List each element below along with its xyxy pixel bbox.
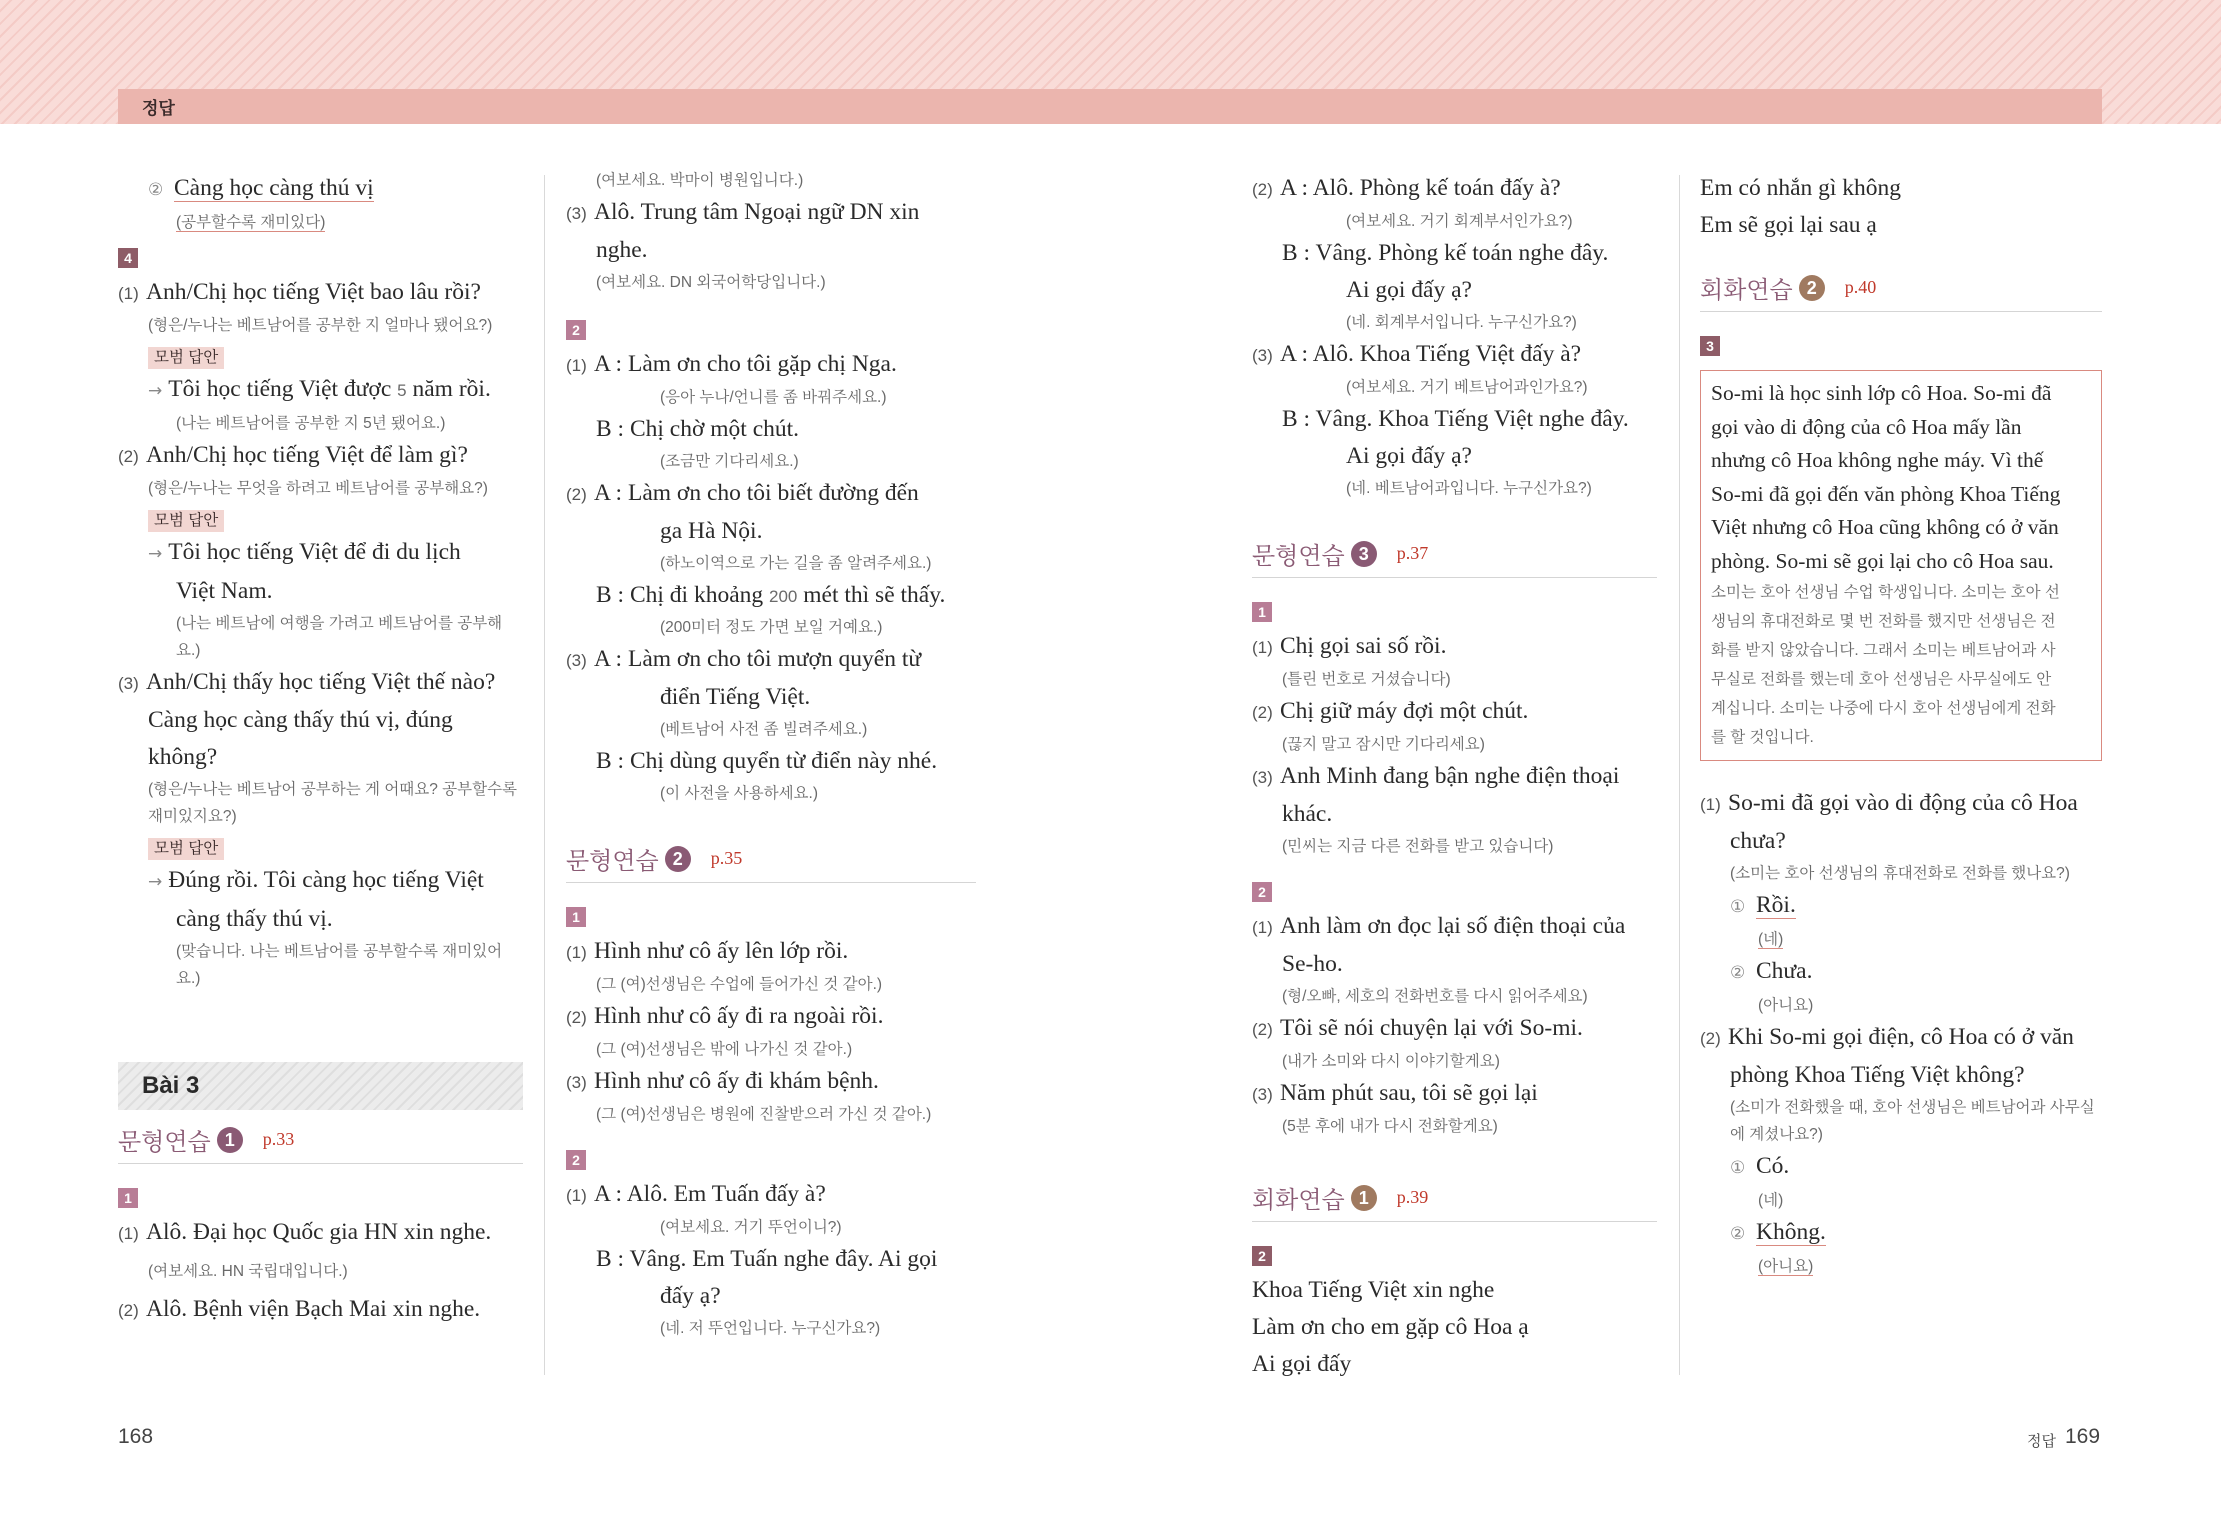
column-divider <box>544 175 545 1375</box>
answer-line: (3) Alô. Trung tâm Ngoại ngữ DN xin <box>566 199 920 225</box>
column-4 <box>1700 170 2102 1280</box>
section-heading: 회화연습 2 p.40 <box>1700 270 2102 312</box>
question-line: (2) Khi So-mi gọi điện, cô Hoa có ở văn <box>1700 1024 2074 1050</box>
korean-gloss: (형은/누나는 베트남어를 공부한 지 얼마나 됐어요?) <box>148 317 493 334</box>
transcript-korean: 계십니다. 소미는 나중에 다시 호아 선생님에게 전화 <box>1711 700 2056 717</box>
answer-line: Khoa Tiếng Việt xin nghe <box>1252 1277 1495 1303</box>
korean-gloss: (5분 후에 내가 다시 전화할게요) <box>1282 1118 1498 1135</box>
answer-line: (1) Alô. Đại học Quốc gia HN xin nghe. <box>118 1219 492 1245</box>
section-heading: 문형연습 2 p.35 <box>566 841 976 883</box>
exercise-number-badge: 2 <box>566 320 586 340</box>
dialogue-line: B : Chị dùng quyển từ điển này nhé. <box>596 748 938 774</box>
korean-gloss: (여보세요. 거기 베트남어과인가요?) <box>1346 379 1588 396</box>
model-answer-tag: 모범 답안 <box>148 838 224 860</box>
transcript-korean: 화를 받지 않았습니다. 그래서 소미는 베트남어과 사 <box>1711 642 2056 659</box>
header-bar <box>118 89 2102 124</box>
arrow-icon: → <box>148 544 163 564</box>
korean-gloss: (그 (여)선생님은 수업에 들어가신 것 같아.) <box>596 976 883 993</box>
dialogue-line: Ai gọi đấy ạ? <box>1346 277 1472 303</box>
answer-line: Em có nhắn gì không <box>1700 175 1902 201</box>
exercise-number-badge: 2 <box>1252 1246 1272 1266</box>
model-answer-tag: 모범 답안 <box>148 347 224 369</box>
column-3 <box>1252 170 1657 1383</box>
answer-line: (1) Chị gọi sai số rồi. <box>1252 633 1447 659</box>
transcript-line: Việt nhưng cô Hoa cũng không có ở văn <box>1711 515 2059 539</box>
dialogue-line: B : Vâng. Phòng kế toán nghe đây. <box>1282 240 1609 266</box>
korean-gloss: (민씨는 지금 다른 전화를 받고 있습니다) <box>1282 838 1554 855</box>
korean-gloss: (아니요) <box>1758 1258 1814 1275</box>
footer-label: 정답 <box>2027 1433 2056 1450</box>
korean-gloss: (네. 저 뚜언입니다. 누구신가요?) <box>660 1320 881 1337</box>
korean-gloss: (네) <box>1758 1192 1784 1209</box>
answer-line: càng thấy thú vị. <box>176 906 333 932</box>
korean-gloss: (여보세요. 박마이 병원입니다.) <box>596 172 804 189</box>
answer-line: → Tôi học tiếng Việt được 5 năm rồi. <box>148 376 491 402</box>
answer-line: (2) Tôi sẽ nói chuyện lại với So-mi. <box>1252 1015 1583 1041</box>
answer-line: Làm ơn cho em gặp cô Hoa ạ <box>1252 1314 1529 1340</box>
transcript-line: So-mi là học sinh lớp cô Hoa. So-mi đã <box>1711 381 2052 405</box>
korean-gloss: (형은/누나는 무엇을 하려고 베트남어를 공부해요?) <box>148 480 488 497</box>
question-line: Càng học càng thấy thú vị, đúng <box>148 707 453 733</box>
transcript-korean: 생님의 휴대전화로 몇 번 전화를 했지만 선생님은 전 <box>1711 613 2056 630</box>
question-line: không? <box>148 744 218 770</box>
question-line: chưa? <box>1730 828 1786 854</box>
answer-line: → Tôi học tiếng Việt để đi du lịch <box>148 539 461 565</box>
answer-line: (1) Hình như cô ấy lên lớp rồi. <box>566 938 849 964</box>
dialogue-line: B : Vâng. Khoa Tiếng Việt nghe đây. <box>1282 406 1629 432</box>
answer-line: (3) Hình như cô ấy đi khám bệnh. <box>566 1068 879 1094</box>
exercise-number-badge: 3 <box>1700 336 1720 356</box>
answer-line: (1) Anh làm ơn đọc lại số điện thoại của <box>1252 913 1626 939</box>
exercise-number-badge: 1 <box>118 1188 138 1208</box>
answer-line: Việt Nam. <box>176 578 273 604</box>
transcript-line: So-mi đã gọi đến văn phòng Khoa Tiếng <box>1711 481 2061 506</box>
korean-gloss: (나는 베트남어를 공부한 지 5년 됐어요.) <box>176 415 446 432</box>
korean-gloss: (조금만 기다리세요.) <box>660 453 799 470</box>
korean-gloss: (그 (여)선생님은 밖에 나가신 것 같아.) <box>596 1041 853 1058</box>
dialogue-line: ga Hà Nội. <box>660 518 763 544</box>
korean-gloss: (이 사전을 사용하세요.) <box>660 785 819 802</box>
exercise-number-badge: 1 <box>566 907 586 927</box>
model-answer-tag: 모범 답안 <box>148 510 224 532</box>
dialogue-line: (1) A : Alô. Em Tuấn đấy à? <box>566 1181 826 1207</box>
answer-line: ② Càng học càng thú vị <box>148 175 374 201</box>
answer-line: khác. <box>1282 801 1333 827</box>
column-divider <box>1679 175 1680 1375</box>
korean-gloss: (끊지 말고 잠시만 기다리세요) <box>1282 736 1485 753</box>
answer-line: Em sẽ gọi lại sau ạ <box>1700 212 1877 238</box>
dialogue-line: (2) A : Alô. Phòng kế toán đấy à? <box>1252 175 1561 201</box>
answer-line: (3) Anh Minh đang bận nghe điện thoại <box>1252 763 1620 789</box>
answer-line: → Đúng rồi. Tôi càng học tiếng Việt <box>148 867 484 893</box>
transcript-box <box>1700 370 2102 761</box>
transcript-line: gọi vào di động của cô Hoa mấy lần <box>1711 414 2022 439</box>
korean-gloss: (응아 누나/언니를 좀 바꿔주세요.) <box>660 389 887 406</box>
korean-gloss: (여보세요. HN 국립대입니다.) <box>148 1263 348 1280</box>
page-number-left: 168 <box>118 1425 154 1448</box>
korean-gloss: (네) <box>1758 931 1784 948</box>
arrow-icon: → <box>148 381 163 401</box>
korean-gloss: (200미터 정도 가면 보일 거예요.) <box>660 619 883 636</box>
korean-gloss: (네. 회계부서입니다. 누구신가요?) <box>1346 314 1577 331</box>
korean-gloss: (하노이역으로 가는 길을 좀 알려주세요.) <box>660 555 932 572</box>
dialogue-line: (2) A : Làm ơn cho tôi biết đường đến <box>566 480 919 506</box>
dialogue-line: Ai gọi đấy ạ? <box>1346 443 1472 469</box>
option-line: ① Rồi. <box>1730 892 1796 918</box>
section-heading: 문형연습 1 p.33 <box>118 1122 523 1164</box>
dialogue-line: (3) A : Làm ơn cho tôi mượn quyển từ <box>566 646 922 672</box>
header-label: 정답 <box>142 99 175 118</box>
transcript-line: phòng. So-mi sẽ gọi lại cho cô Hoa sau. <box>1711 548 2054 573</box>
korean-gloss: (소미가 전화했을 때, 호아 선생님은 베트남어과 사무실에 계셨나요?) <box>1730 1099 2095 1143</box>
dialogue-line: điển Tiếng Việt. <box>660 684 811 710</box>
lesson-title-bar: Bài 3 <box>118 1062 523 1110</box>
korean-gloss: (베트남어 사전 좀 빌려주세요.) <box>660 721 868 738</box>
korean-gloss: (형은/누나는 베트남어 공부하는 게 어때요? 공부할수록 재미있지요?) <box>148 781 518 825</box>
exercise-number-badge: 4 <box>118 248 138 268</box>
page-number-right: 169 <box>2065 1425 2101 1448</box>
korean-gloss: (맞습니다. 나는 베트남어를 공부할수록 재미있어요.) <box>176 943 503 987</box>
korean-gloss: (여보세요. DN 외국어학당입니다.) <box>596 274 826 291</box>
question-line: (1) Anh/Chị học tiếng Việt bao lâu rồi? <box>118 279 481 305</box>
transcript-korean: 를 할 것입니다. <box>1711 729 1814 746</box>
transcript-line: nhưng cô Hoa không nghe máy. Vì thế <box>1711 448 2044 472</box>
exercise-number-badge: 1 <box>1252 602 1272 622</box>
answer-line: (2) Chị giữ máy đợi một chút. <box>1252 698 1529 724</box>
column-2 <box>566 170 976 1342</box>
dialogue-line: đấy ạ? <box>660 1283 721 1309</box>
column-1 <box>118 170 523 1329</box>
korean-gloss: (여보세요. 거기 회계부서인가요?) <box>1346 213 1573 230</box>
korean-gloss: (형/오빠, 세호의 전화번호를 다시 읽어주세요) <box>1282 988 1588 1005</box>
answer-line: Se-ho. <box>1282 951 1343 977</box>
answer-line: (2) Hình như cô ấy đi ra ngoài rồi. <box>566 1003 884 1029</box>
arrow-icon: → <box>148 872 163 892</box>
korean-gloss: (네. 베트남어과입니다. 누구신가요?) <box>1346 480 1592 497</box>
exercise-number-badge: 2 <box>566 1150 586 1170</box>
korean-gloss: (아니요) <box>1758 997 1814 1014</box>
section-heading: 문형연습 3 p.37 <box>1252 536 1657 578</box>
answer-line: Ai gọi đấy <box>1252 1351 1352 1377</box>
transcript-korean: 무실로 전화를 했는데 호아 선생님은 사무실에도 안 <box>1711 671 2052 688</box>
dialogue-line: B : Chị chờ một chút. <box>596 416 800 442</box>
dialogue-line: B : Chị đi khoảng 200 mét thì sẽ thấy. <box>596 582 946 608</box>
dialogue-line: (1) A : Làm ơn cho tôi gặp chị Nga. <box>566 351 897 377</box>
answer-line: nghe. <box>596 237 648 263</box>
option-line: ② Chưa. <box>1730 958 1813 984</box>
answer-line: (2) Alô. Bệnh viện Bạch Mai xin nghe. <box>118 1296 481 1322</box>
korean-gloss: (그 (여)선생님은 병원에 진찰받으러 가신 것 같아.) <box>596 1106 932 1123</box>
korean-gloss: (여보세요. 거기 뚜언이니?) <box>660 1219 842 1236</box>
korean-gloss: (내가 소미와 다시 이야기할게요) <box>1282 1053 1500 1070</box>
dialogue-line: B : Vâng. Em Tuấn nghe đây. Ai gọi <box>596 1246 938 1272</box>
answer-line: (3) Năm phút sau, tôi sẽ gọi lại <box>1252 1080 1538 1106</box>
transcript-korean: 소미는 호아 선생님 수업 학생입니다. 소미는 호아 선 <box>1711 584 2060 601</box>
option-line: ① Có. <box>1730 1153 1790 1179</box>
korean-gloss: (공부할수록 재미있다) <box>176 214 326 231</box>
korean-gloss: (틀린 번호로 거셨습니다) <box>1282 671 1451 688</box>
exercise-number-badge: 2 <box>1252 882 1272 902</box>
section-heading: 회화연습 1 p.39 <box>1252 1180 1657 1222</box>
question-line: (1) So-mi đã gọi vào di động của cô Hoa <box>1700 790 2078 816</box>
korean-gloss: (나는 베트남에 여행을 가려고 베트남어를 공부해요.) <box>176 615 503 659</box>
dialogue-line: (3) A : Alô. Khoa Tiếng Việt đấy à? <box>1252 341 1582 367</box>
korean-gloss: (소미는 호아 선생님의 휴대전화로 전화를 했나요?) <box>1730 865 2070 882</box>
option-line: ② Không. <box>1730 1219 1826 1245</box>
question-line: (3) Anh/Chị thấy học tiếng Việt thế nào? <box>118 669 496 695</box>
question-line: phòng Khoa Tiếng Việt không? <box>1730 1062 2025 1088</box>
question-line: (2) Anh/Chị học tiếng Việt để làm gì? <box>118 442 468 468</box>
